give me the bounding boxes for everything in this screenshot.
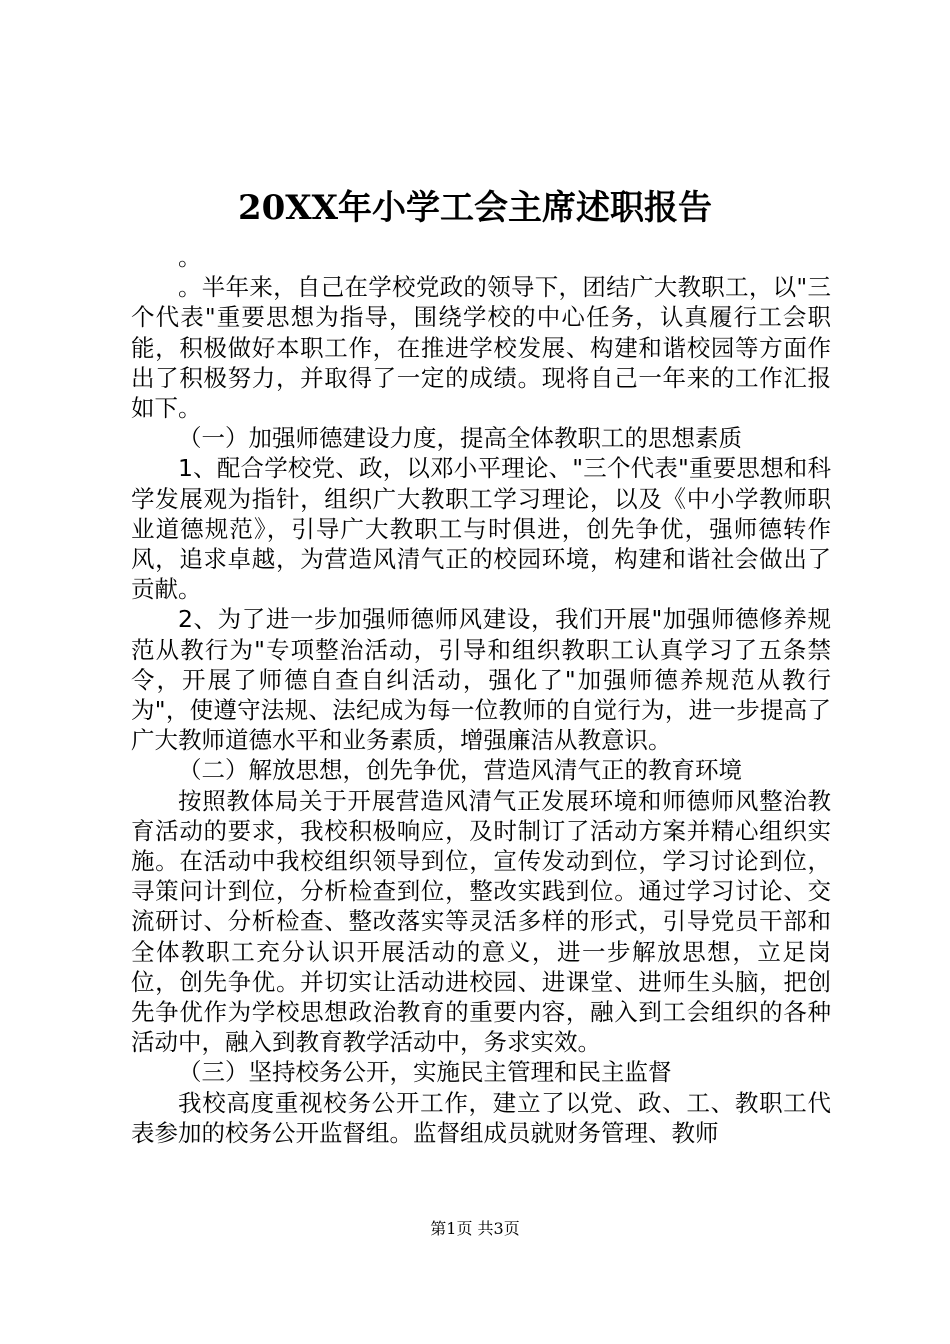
- section-heading-3: （三）坚持校务公开，实施民主管理和民主监督: [178, 1058, 672, 1087]
- paragraph-section1-item1: 1、配合学校党、政，以邓小平理论、"三个代表"重要思想和科学发展观为指针，组织广大教职工学习理论，以及《中小学教师职业道德规范》，引导广大教职工与时俱进，创先争优，强师德转作风，追求卓越，为营造风清气正的校园环境，构建和谐社会做出了贡献。: [131, 454, 831, 604]
- paragraph-opening-mark: 。: [178, 243, 202, 271]
- page-number-footer: 第1页 共3页: [430, 1219, 520, 1238]
- paragraph-section3: 我校高度重视校务公开工作，建立了以党、政、工、教职工代表参加的校务公开监督组。监督组成员就财务管理、教师: [131, 1088, 831, 1147]
- section-heading-1: （一）加强师德建设力度，提高全体教职工的思想素质: [178, 424, 742, 453]
- paragraph-section2: 按照教体局关于开展营造风清气正发展环境和师德师风整治教育活动的要求，我校积极响应，及时制订了活动方案并精心组织实施。在活动中我校组织领导到位，宣传发动到位，学习讨论到位，寻策问计到位，分析检查到位，整改实践到位。通过学习讨论、交流研讨、分析检查、整改落实等灵活多样的形式，引导党员干部和全体教职工充分认识开展活动的意义，进一步解放思想，立足岗位，创先争优。并切实让活动进校园、进课堂、进师生头脑，把创先争优作为学校思想政治教育的重要内容，融入到工会组织的各种活动中，融入到教育教学活动中，务求实效。: [131, 786, 831, 1057]
- paragraph-intro: 。半年来，自己在学校党政的领导下，团结广大教职工，以"三个代表"重要思想为指导，围绕学校的中心任务，认真履行工会职能，积极做好本职工作，在推进学校发展、构建和谐校园等方面作出了积极努力，并取得了一定的成绩。现将自己一年来的工作汇报如下。: [131, 273, 831, 423]
- section-heading-2: （二）解放思想，创先争优，营造风清气正的教育环境: [178, 756, 742, 785]
- paragraph-section1-item2: 2、为了进一步加强师德师风建设，我们开展"加强师德修养规范从教行为"专项整治活动，引导和组织教职工认真学习了五条禁令，开展了师德自查自纠活动，强化了"加强师德养规范从教行为"，使遵守法规、法纪成为每一位教师的自觉行为，进一步提高了广大教师道德水平和业务素质，增强廉洁从教意识。: [131, 605, 831, 755]
- document-body: [131, 242, 831, 1148]
- document-title: 20XX年小学工会主席述职报告: [237, 188, 713, 228]
